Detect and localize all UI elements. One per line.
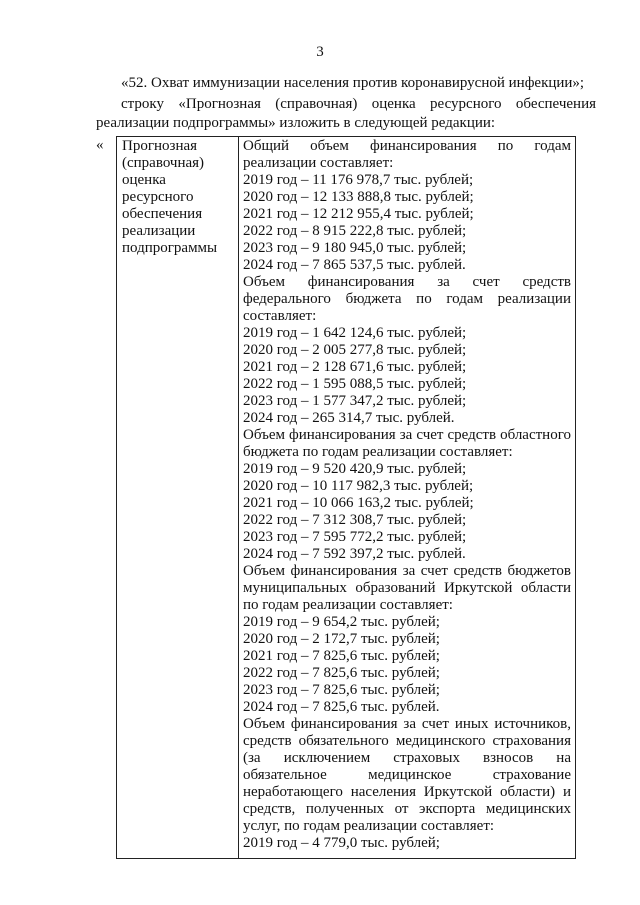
municipal-year-row: 2020 год – 2 172,7 тыс. рублей;	[243, 631, 440, 647]
other-heading: (за исключением страховых взносов на	[243, 750, 571, 766]
total-year-row: 2019 год – 11 176 978,7 тыс. рублей;	[243, 172, 474, 188]
opening-quote: «	[96, 137, 104, 153]
total-year-row: 2023 год – 9 180 945,0 тыс. рублей;	[243, 240, 467, 256]
regional-year-row: 2020 год – 10 117 982,3 тыс. рублей;	[243, 478, 474, 494]
regional-year-row: 2024 год – 7 592 397,2 тыс. рублей.	[243, 546, 466, 562]
other-heading: обязательное медицинское страхование	[243, 767, 571, 783]
municipal-year-row: 2021 год – 7 825,6 тыс. рублей;	[243, 648, 440, 664]
total-year-row: 2022 год – 8 915 222,8 тыс. рублей;	[243, 223, 467, 239]
federal-heading: составляет:	[243, 308, 317, 324]
municipal-heading: Объем финансирования за счет средств бюджетов	[243, 563, 571, 579]
label-line: реализации	[122, 223, 196, 239]
federal-year-row: 2024 год – 265 314,7 тыс. рублей.	[243, 410, 455, 426]
label-line: (справочная)	[122, 155, 205, 171]
label-line: обеспечения	[122, 206, 203, 222]
intro-line-3	[96, 115, 596, 132]
table-value-cell	[239, 137, 575, 858]
intro-text-3: реализации подпрограммы» изложить в следующей редакции:	[96, 115, 496, 131]
other-heading: средств, полученных от экспорта медицинских	[243, 801, 571, 817]
regional-year-row: 2019 год – 9 520 420,9 тыс. рублей;	[243, 461, 467, 477]
federal-year-row: 2019 год – 1 642 124,6 тыс. рублей;	[243, 325, 467, 341]
total-heading: Общий объем финансирования по годам	[243, 138, 571, 154]
label-line: ресурсного	[122, 189, 194, 205]
federal-year-row: 2020 год – 2 005 277,8 тыс. рублей;	[243, 342, 467, 358]
intro-line-2	[96, 96, 596, 113]
municipal-year-row: 2023 год – 7 825,6 тыс. рублей;	[243, 682, 440, 698]
municipal-heading: по годам реализации составляет:	[243, 597, 453, 613]
municipal-year-row: 2024 год – 7 825,6 тыс. рублей.	[243, 699, 440, 715]
total-year-row: 2024 год – 7 865 537,5 тыс. рублей.	[243, 257, 466, 273]
regional-year-row: 2022 год – 7 312 308,7 тыс. рублей;	[243, 512, 467, 528]
total-year-row: 2020 год – 12 133 888,8 тыс. рублей;	[243, 189, 474, 205]
resource-table	[116, 136, 576, 859]
other-heading: услуг, по годам реализации составляет:	[243, 818, 495, 834]
total-heading: реализации составляет:	[243, 155, 394, 171]
label-line: подпрограммы	[122, 240, 218, 256]
municipal-year-row: 2019 год – 9 654,2 тыс. рублей;	[243, 614, 440, 630]
regional-year-row: 2023 год – 7 595 772,2 тыс. рублей;	[243, 529, 467, 545]
other-heading: неработающего населения Иркутской области) и	[243, 784, 571, 800]
label-line: оценка	[122, 172, 166, 188]
regional-heading: бюджета по годам реализации составляет:	[243, 444, 513, 460]
other-heading: средств обязательного медицинского страхования	[243, 733, 571, 749]
intro-line-1	[96, 75, 596, 92]
regional-heading: Объем финансирования за счет средств областного	[243, 427, 571, 443]
total-year-row: 2021 год – 12 212 955,4 тыс. рублей;	[243, 206, 474, 222]
regional-year-row: 2021 год – 10 066 163,2 тыс. рублей;	[243, 495, 474, 511]
municipal-heading: муниципальных образований Иркутской области	[243, 580, 571, 596]
intro-text-2: строку «Прогнозная (справочная) оценка ресурсного обеспечения	[121, 96, 596, 112]
other-year-row: 2019 год – 4 779,0 тыс. рублей;	[243, 835, 440, 851]
federal-year-row: 2022 год – 1 595 088,5 тыс. рублей;	[243, 376, 467, 392]
federal-year-row: 2023 год – 1 577 347,2 тыс. рублей;	[243, 393, 467, 409]
federal-year-row: 2021 год – 2 128 671,6 тыс. рублей;	[243, 359, 467, 375]
page-number: 3	[316, 44, 324, 60]
federal-heading: Объем финансирования за счет средств	[243, 274, 571, 290]
label-line: Прогнозная	[122, 138, 198, 154]
intro-text-1: «52. Охват иммунизации населения против коронавирусной инфекции»;	[121, 75, 585, 91]
other-heading: Объем финансирования за счет иных источников,	[243, 716, 571, 732]
table-label-cell	[117, 137, 239, 858]
federal-heading: федерального бюджета по годам реализации	[243, 291, 571, 307]
municipal-year-row: 2022 год – 7 825,6 тыс. рублей;	[243, 665, 440, 681]
